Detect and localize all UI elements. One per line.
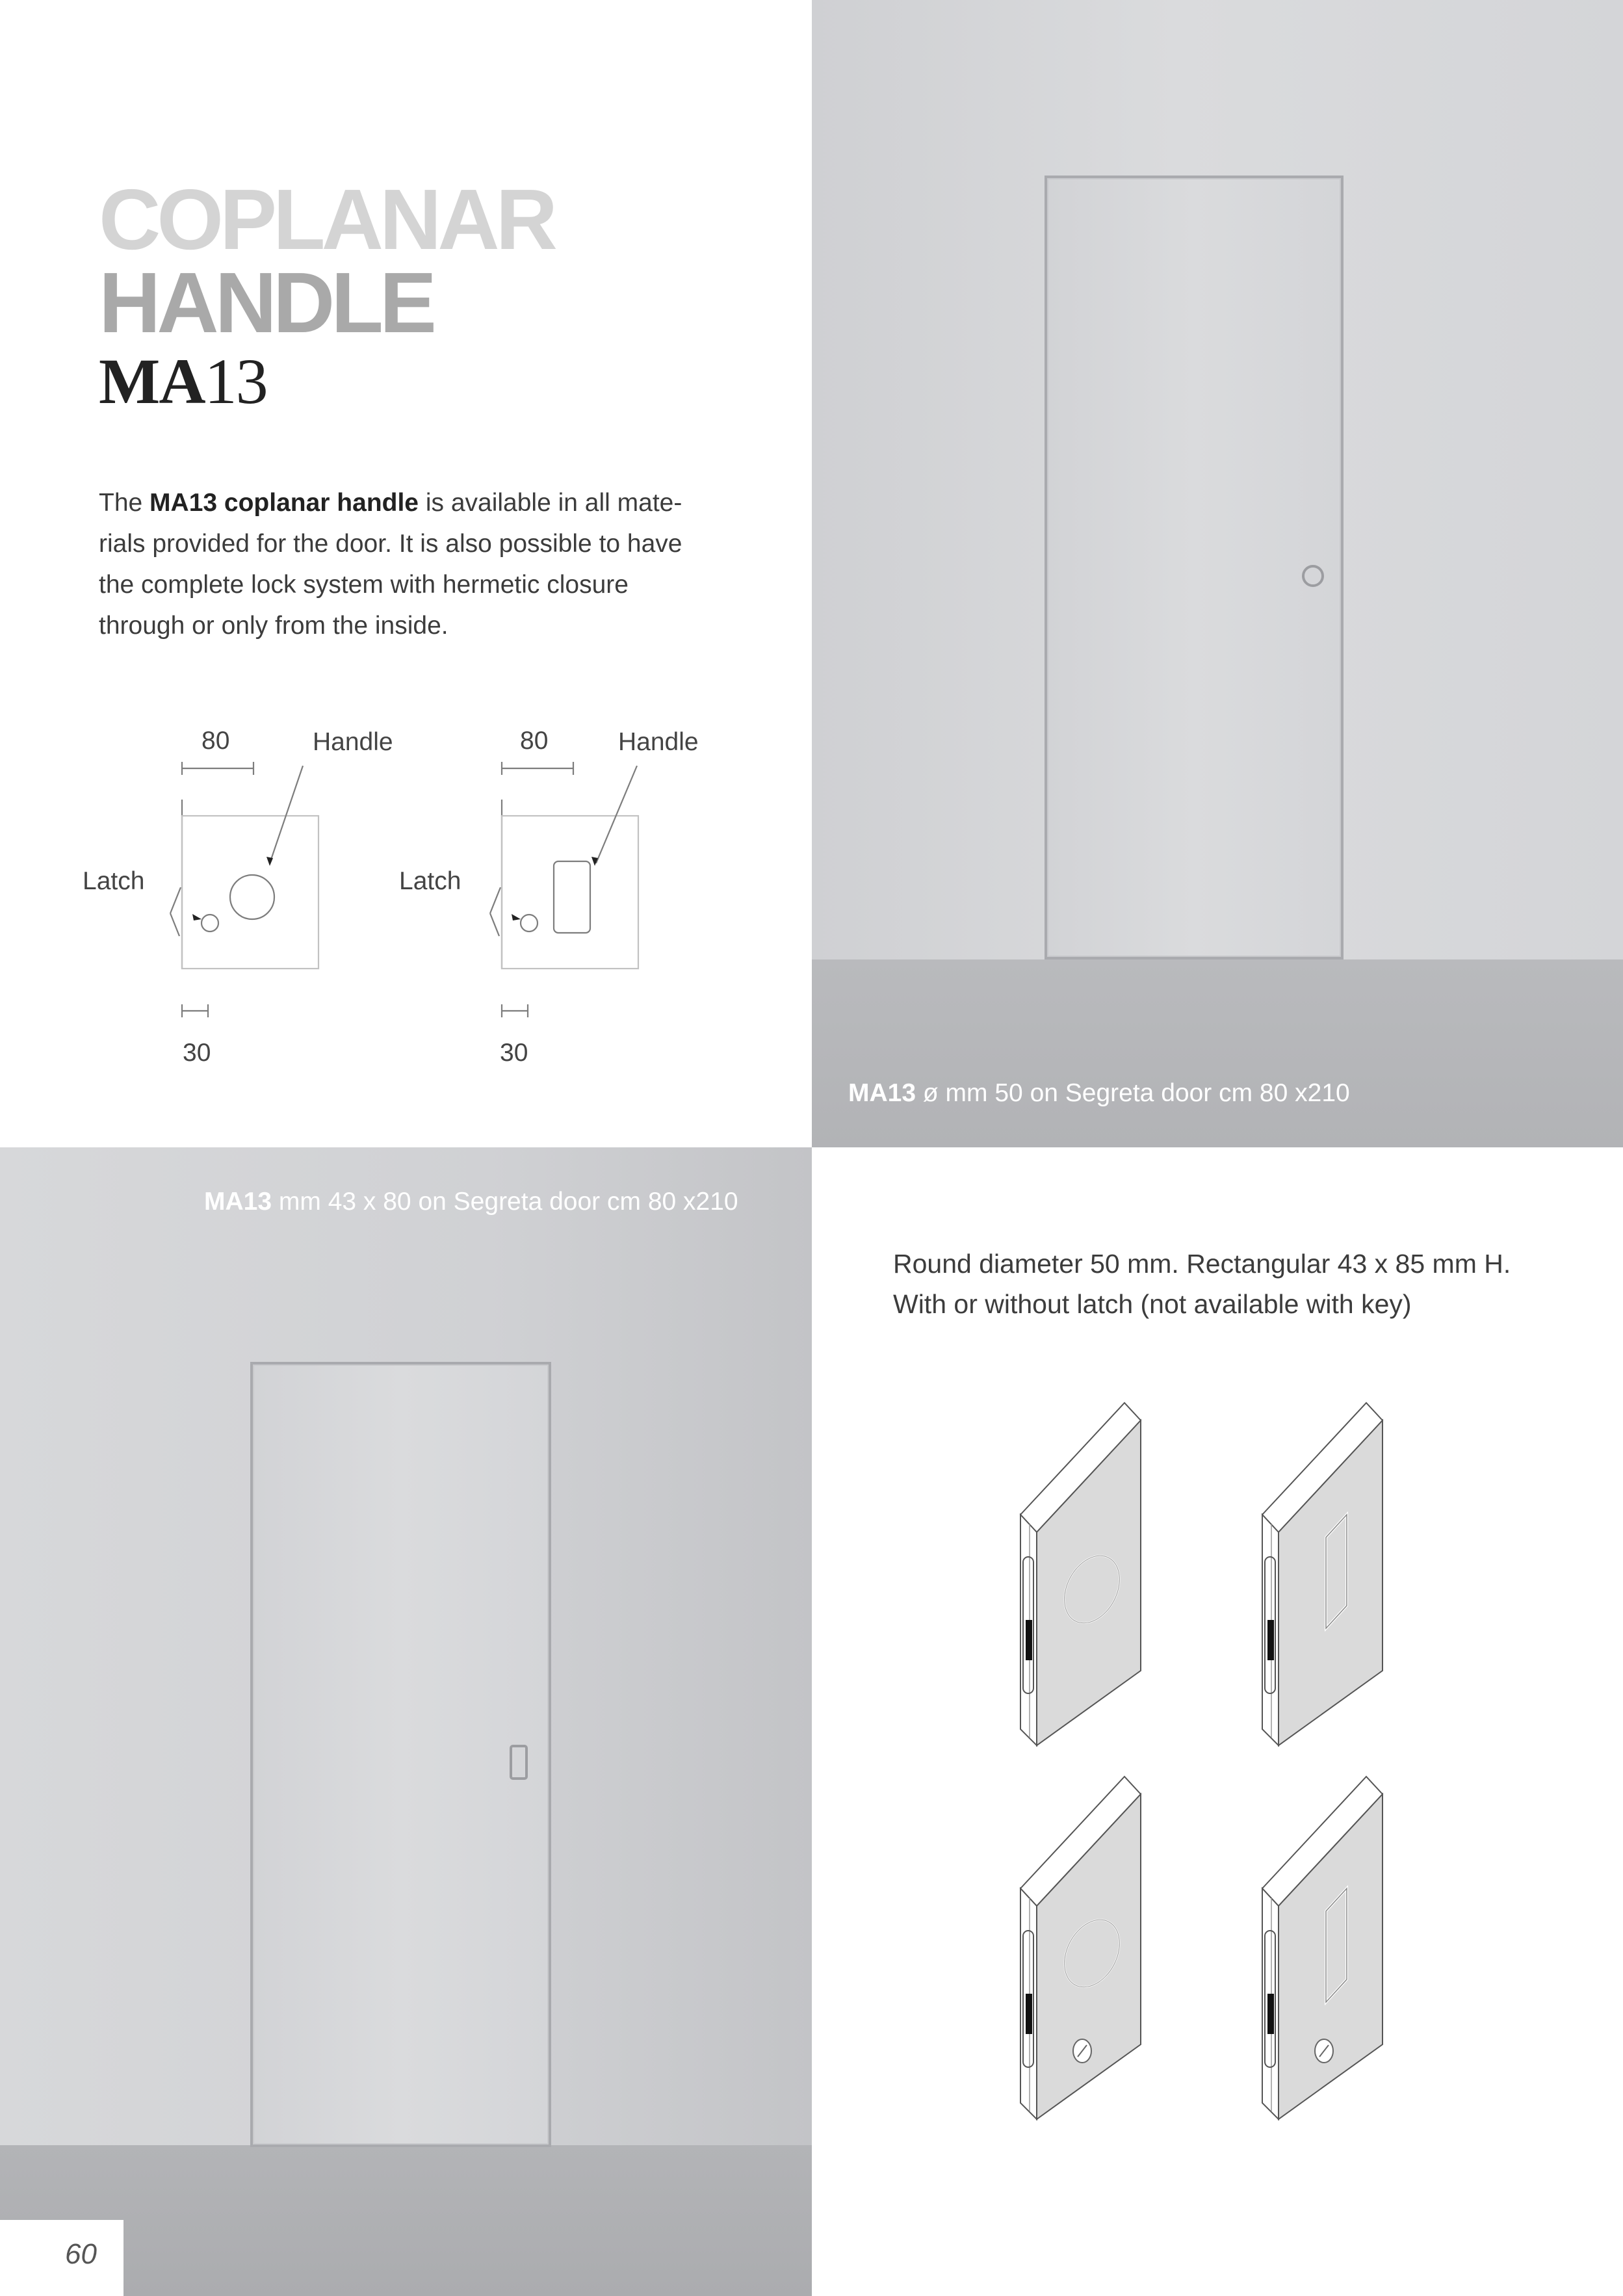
round-handle-diagram-drawing [156, 748, 351, 1034]
intro-line4: through or only from the inside. [99, 612, 448, 640]
model-title [99, 346, 267, 417]
page-number: 60 [65, 2238, 97, 2270]
model-prefix: MA [99, 345, 205, 417]
latch-label: Latch [83, 867, 145, 895]
intro-rest-line1: is available in all mate- [418, 489, 682, 517]
photo-caption: MA13 mm 43 x 80 on Segreta door cm 80 x210 [204, 1188, 738, 1216]
handle-label: Handle [618, 728, 699, 756]
intro-line2: rials provided for the door. It is also possible to have [99, 530, 682, 558]
latch-label: Latch [399, 867, 461, 895]
intro-paragraph [99, 482, 736, 646]
offset-dimension-label: 30 [183, 1039, 211, 1067]
intro-bold: MA13 coplanar handle [149, 489, 419, 517]
handle-label: Handle [313, 728, 393, 756]
door-photo-rect-handle [0, 1147, 812, 2296]
isometric-round-handle-with-key [1020, 1777, 1141, 2119]
floor [812, 959, 1623, 1147]
intro-lead: The [99, 489, 150, 517]
width-dimension-label: 80 [520, 727, 549, 755]
model-number: 13 [204, 345, 267, 417]
segreta-door [1045, 176, 1344, 959]
isometric-variants-drawing [1014, 1391, 1436, 2132]
page-number-box [0, 2220, 123, 2296]
title-line-1: COPLANAR [99, 172, 554, 267]
door-photo-round-handle [812, 0, 1623, 1147]
rect-handle-diagram-drawing [476, 748, 671, 1034]
isometric-round-handle [1020, 1403, 1141, 1745]
intro-line3: the complete lock system with hermetic closure [99, 571, 629, 599]
specs-line2: With or without latch (not available with key) [893, 1289, 1412, 1319]
round-handle-icon [1302, 565, 1324, 587]
rect-handle-icon [510, 1745, 528, 1780]
offset-dimension-label: 30 [500, 1039, 528, 1067]
segreta-door [250, 1362, 551, 2147]
width-dimension-label: 80 [201, 727, 230, 755]
photo-caption: MA13 ø mm 50 on Segreta door cm 80 x210 [848, 1079, 1350, 1107]
title-line-2: HANDLE [99, 255, 433, 350]
isometric-rect-handle-with-key [1262, 1777, 1383, 2119]
specs-line1: Round diameter 50 mm. Rectangular 43 x 85 mm H. [893, 1249, 1511, 1279]
isometric-rect-handle [1262, 1403, 1383, 1745]
specs-text [893, 1244, 1582, 1324]
